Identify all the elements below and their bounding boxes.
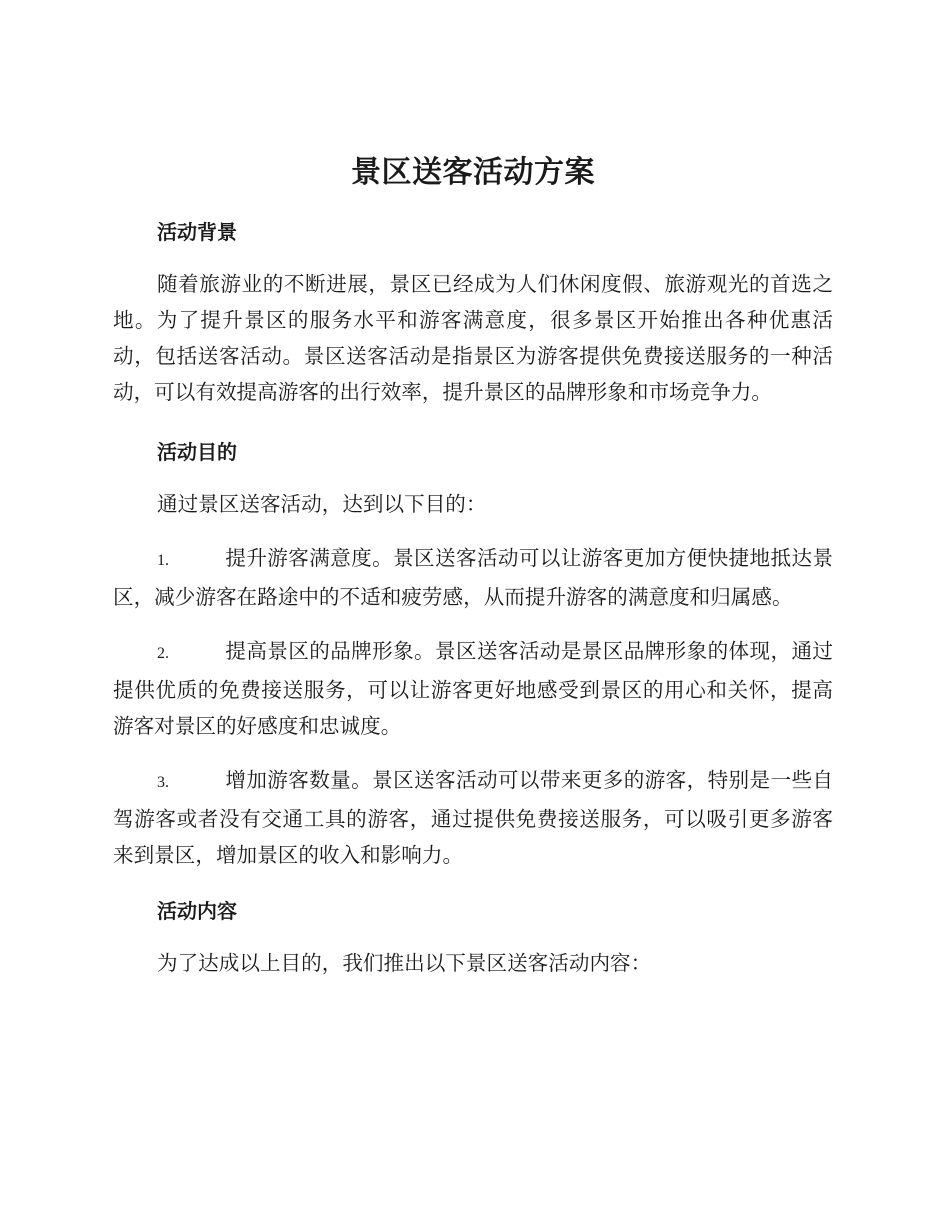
content-intro: 为了达成以上目的，我们推出以下景区送客活动内容： [157, 951, 652, 975]
document-page [113, 148, 833, 981]
list-item-text: 增加游客数量。景区送客活动可以带来更多的游客，特别是一些自驾游客或者没有交通工具的游客，通过提供免费接送服务，可以吸引更多游客来到景区，增加景区的收入和影响力。 [113, 768, 833, 867]
list-item-text: 提高景区的品牌形象。景区送客活动是景区品牌形象的体现，通过提供优质的免费接送服务，可以让游客更好地感受到景区的用心和关怀，提高游客对景区的好感度和忠诚度。 [113, 639, 833, 738]
list-item-text: 提升游客满意度。景区送客活动可以让游客更加方便快捷地抵达景区，减少游客在路途中的不适和疲劳感，从而提升游客的满意度和归属感。 [113, 546, 833, 609]
purpose-intro: 通过景区送客活动，达到以下目的： [157, 492, 487, 516]
purpose-list-item [113, 540, 833, 615]
section-heading-background: 活动背景 [157, 220, 237, 244]
section-heading-purpose: 活动目的 [157, 440, 237, 464]
background-paragraph: 随着旅游业的不断进展，景区已经成为人们休闲度假、旅游观光的首选之地。为了提升景区的服务水平和游客满意度，很多景区开始推出各种优惠活动，包括送客活动。景区送客活动是指景区为游客提供免费接送服务的一种活动，可以有效提高游客的出行效率，提升景区的品牌形象和市场竞争力。 [113, 272, 833, 404]
section-heading-content: 活动内容 [157, 899, 237, 923]
document-title: 景区送客活动方案 [351, 155, 595, 190]
list-item-number: 2. [157, 645, 169, 662]
list-item-number: 1. [157, 552, 169, 569]
purpose-list-item [113, 633, 833, 744]
list-item-number: 3. [157, 774, 169, 791]
purpose-list-item [113, 762, 833, 873]
